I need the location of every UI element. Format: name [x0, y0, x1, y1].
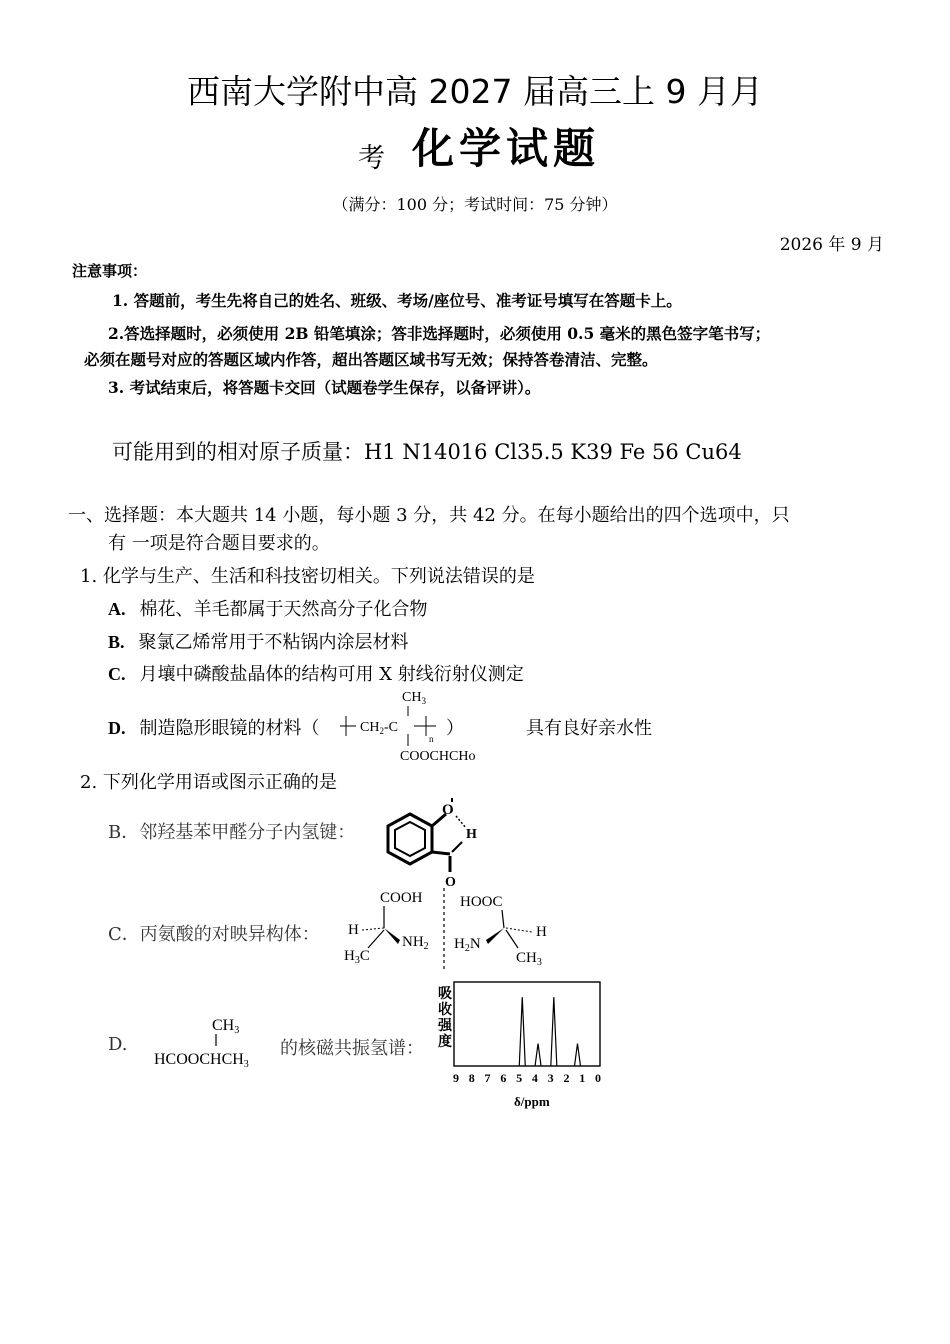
q2-option-d-letter: D. — [108, 1034, 128, 1055]
q2-stem: 2. 下列化学用语或图示正确的是 — [80, 772, 337, 793]
q2-option-b: B．邻羟基苯甲醛分子内氢键： — [108, 822, 356, 843]
enant-left-ch3: $H_3C$ — [344, 948, 370, 966]
q1-option-c — [108, 660, 524, 686]
nmr-frame — [454, 982, 600, 1066]
hydrogen-bond — [456, 816, 466, 828]
enant-left-bond-h — [362, 928, 384, 930]
nmr-tick-0: 0 — [595, 1071, 601, 1085]
nmr-tick-8: 8 — [468, 1071, 475, 1085]
ester-ch3: CH3 — [212, 1017, 240, 1036]
nmr-tick-labels — [453, 1071, 601, 1085]
enant-left-cooh: COOH — [380, 890, 423, 906]
ester-formula-text: HCOOCHCH3 — [154, 1051, 249, 1070]
q2-option-c: C．丙氨酸的对映异构体： — [108, 924, 320, 945]
atom-o-top: O — [442, 802, 454, 818]
section-heading-line1: 一、选择题：本大题共 14 小题，每小题 3 分，共 42 分。在每小题给出的四个选项中，只 — [68, 505, 790, 526]
note-item-2b: 必须在题号对应的答题区域内作答，超出答题区域书写无效；保持答卷清洁、完整。 — [84, 350, 658, 369]
exam-title-kao: 考 — [358, 143, 385, 174]
nmr-spectrum — [436, 978, 606, 1112]
note-item-2a: 2.答选择题时，必须使用 2B 铅笔填涂；答非选择题时，必须使用 0.5 毫米的黑色签字笔书写； — [108, 324, 771, 343]
nmr-peak-1 — [535, 1044, 541, 1066]
q1-option-d-letter: D. — [108, 718, 126, 738]
nmr-peak-0 — [519, 997, 525, 1066]
q1-option-d — [108, 714, 320, 740]
exam-info: （满分：100 分；考试时间：75 分钟） — [332, 195, 618, 214]
nmr-tick-9: 9 — [453, 1071, 459, 1085]
enant-right-bond-up — [502, 910, 504, 928]
nmr-tick-2: 2 — [563, 1071, 570, 1085]
q1-option-b — [108, 628, 409, 654]
atom-h: H — [466, 827, 477, 842]
bond-c-cho — [432, 852, 450, 854]
ester-formula — [154, 1012, 278, 1074]
atom-o-bottom: O — [445, 875, 456, 890]
nmr-tick-5: 5 — [516, 1071, 523, 1085]
enant-right-nh2: $H_2N$ — [454, 936, 481, 954]
note-item-1: 1. 答题前，考生先将自己的姓名、班级、考场/座位号、准考证号填写在答题卡上。 — [112, 291, 682, 310]
nmr-xlabel: δ/ppm — [514, 1094, 550, 1109]
q1-option-a-letter: A. — [108, 599, 126, 619]
q1-stem: 1. 化学与生产、生活和科技密切相关。下列说法错误的是 — [80, 566, 535, 587]
nmr-tick-7: 7 — [484, 1071, 491, 1085]
q1-option-b-text: 聚氯乙烯常用于不粘锅内涂层材料 — [138, 632, 409, 653]
benzene-inner-ring — [395, 822, 425, 856]
nmr-peak-2 — [551, 997, 557, 1066]
q1-option-d-text: 制造隐形眼镜的材料（ — [139, 718, 320, 739]
nmr-tick-3: 3 — [547, 1071, 554, 1085]
nmr-tick-1: 1 — [579, 1071, 586, 1085]
polymer-n: n — [429, 734, 434, 744]
nmr-peak-3 — [574, 1044, 580, 1066]
polymer-ester: COOCHCHo — [400, 749, 476, 764]
polymer-ch3: $CH_3$ — [402, 690, 426, 706]
enant-right-h: H — [536, 924, 547, 940]
polymer-chain: $CH_2-C$ — [360, 720, 398, 736]
enant-left-wedge — [384, 928, 400, 944]
enant-right-bond-h — [506, 928, 532, 932]
section-heading — [68, 502, 898, 558]
enant-right-hooc: HOOC — [460, 894, 503, 910]
exam-title-line1: 西南大学附中高 2027 届高三上 9 月月 — [187, 72, 763, 111]
nmr-tick-6: 6 — [500, 1071, 507, 1085]
enant-right-bond-ch3 — [506, 930, 518, 948]
polymer-structure — [334, 684, 476, 770]
q1-option-a — [108, 595, 428, 621]
atomic-mass-line: 可能用到的相对原子质量：H1 N14016 Cl35.5 K39 Fe 56 Cu64 — [112, 440, 742, 464]
nmr-ylabel: 吸收强度 — [438, 987, 452, 1050]
enant-right-wedge — [486, 928, 504, 944]
q2-option-d-text: 的核磁共振氢谱： — [280, 1038, 424, 1059]
enant-right-ch3: $CH_3$ — [516, 950, 542, 968]
nmr-tick-4: 4 — [531, 1071, 538, 1085]
section-heading-line2: 有 一项是符合题目要求的。 — [108, 533, 330, 554]
q1-option-c-letter: C. — [108, 664, 126, 684]
alanine-enantiomers — [340, 884, 570, 974]
enant-left-h: H — [348, 922, 359, 938]
enant-left-nh2: $NH_2$ — [402, 934, 429, 952]
q1-option-b-letter: B. — [108, 632, 125, 652]
salicylaldehyde-structure — [378, 792, 488, 892]
q1-option-c-text: 月壤中磷酸盐晶体的结构可用 X 射线衍射仪测定 — [139, 664, 524, 685]
note-item-3: 3. 考试结束后，将答题卡交回（试题卷学生保存，以备评讲）。 — [108, 378, 541, 397]
q1-option-d-tail: 具有良好亲水性 — [526, 718, 652, 739]
enant-left-bond-ch3 — [368, 930, 384, 948]
exam-date: 2026 年 9 月 — [779, 235, 884, 255]
bond-c-h — [452, 842, 462, 852]
q1-option-a-text: 棉花、羊毛都属于天然高分子化合物 — [139, 599, 428, 620]
nmr-peaks — [519, 997, 580, 1066]
notes-heading: 注意事项： — [72, 262, 148, 280]
exam-title-main: 化学试题 — [412, 124, 601, 173]
q1-option-d-close: ） — [446, 718, 464, 739]
